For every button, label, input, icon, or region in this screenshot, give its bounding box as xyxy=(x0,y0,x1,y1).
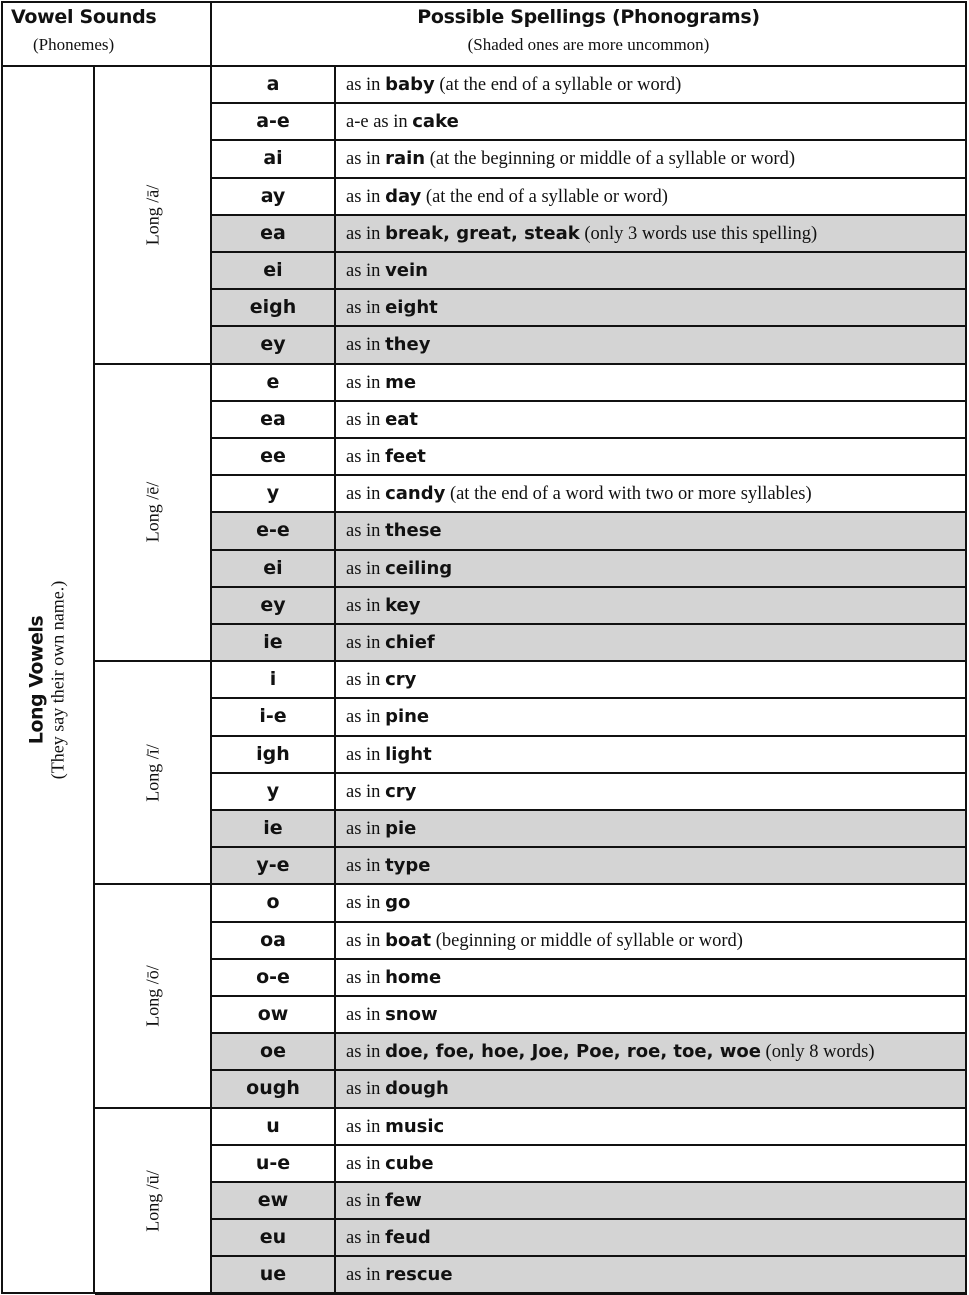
example-cell xyxy=(336,1071,967,1108)
example-word: go xyxy=(385,892,411,914)
example-word: me xyxy=(385,371,417,393)
phonogram-cell: ei xyxy=(212,253,336,290)
phonogram-cell: ow xyxy=(212,997,336,1034)
example-prefix: as in xyxy=(346,744,386,765)
vowel-group-label: Long /ō/ xyxy=(142,965,162,1027)
example-word: key xyxy=(385,594,421,616)
section-subtitle: (They say their own name.) xyxy=(47,580,68,779)
phonemes-subtitle: (Phonemes) xyxy=(33,35,115,54)
example-word: rain xyxy=(385,148,426,170)
phonogram-cell: u-e xyxy=(212,1146,336,1183)
example-prefix: as in xyxy=(346,1228,386,1249)
example-word: these xyxy=(385,520,442,542)
phonogram-cell: ie xyxy=(212,625,336,662)
example-cell xyxy=(336,439,967,476)
vowel-group-cell xyxy=(95,365,212,663)
example-cell xyxy=(336,476,967,513)
example-cell xyxy=(336,67,967,104)
phonogram-cell: oe xyxy=(212,1034,336,1071)
phonogram-cell: ew xyxy=(212,1183,336,1220)
phonogram-cell: ey xyxy=(212,588,336,625)
phonogram-cell: e xyxy=(212,365,336,402)
example-prefix: as in xyxy=(346,1079,386,1100)
example-word: cry xyxy=(385,780,417,802)
example-word: eat xyxy=(385,408,419,430)
example-cell xyxy=(336,737,967,774)
example-cell xyxy=(336,141,967,178)
example-note: (at the beginning or middle of a syllable or word) xyxy=(425,149,795,170)
phonogram-cell: u xyxy=(212,1109,336,1146)
example-prefix: as in xyxy=(346,1042,386,1063)
vowel-group-label: Long /ī/ xyxy=(142,744,162,802)
example-prefix: as in xyxy=(346,484,386,505)
phonogram-cell: ey xyxy=(212,327,336,364)
phonogram-cell: eu xyxy=(212,1220,336,1257)
phonogram-cell: y-e xyxy=(212,848,336,885)
example-prefix: as in xyxy=(346,409,386,430)
example-word: boat xyxy=(385,929,432,951)
phonogram-cell: ea xyxy=(212,216,336,253)
example-word: home xyxy=(385,966,442,988)
phonogram-cell: igh xyxy=(212,737,336,774)
phonogram-cell: ough xyxy=(212,1071,336,1108)
vowel-group-cell xyxy=(95,67,212,365)
phonogram-cell: ue xyxy=(212,1257,336,1294)
example-note: (only 8 words) xyxy=(760,1042,875,1063)
example-prefix: as in xyxy=(346,893,386,914)
example-cell xyxy=(336,216,967,253)
example-prefix: as in xyxy=(346,670,386,691)
phonogram-cell: a-e xyxy=(212,104,336,141)
example-prefix: as in xyxy=(346,149,386,170)
example-cell xyxy=(336,625,967,662)
phonogram-cell: ai xyxy=(212,141,336,178)
example-word: they xyxy=(385,334,431,356)
shaded-note-subtitle: (Shaded ones are more uncommon) xyxy=(467,35,710,54)
example-cell xyxy=(336,290,967,327)
example-prefix: as in xyxy=(346,930,386,951)
phonogram-cell: ea xyxy=(212,402,336,439)
example-cell xyxy=(336,588,967,625)
example-cell xyxy=(336,997,967,1034)
example-word: pie xyxy=(385,818,417,839)
example-word: few xyxy=(385,1190,422,1211)
example-prefix: as in xyxy=(346,856,386,877)
example-word: type xyxy=(385,855,431,877)
vowel-group-label: Long /ā/ xyxy=(142,184,162,246)
spellings-title: Possible Spellings (Phonograms) xyxy=(417,6,760,28)
phonogram-cell: a xyxy=(212,67,336,104)
vowel-group-cell xyxy=(95,885,212,1108)
example-prefix: as in xyxy=(346,298,386,319)
example-word: feud xyxy=(385,1227,431,1249)
phonogram-cell: ee xyxy=(212,439,336,476)
example-word: snow xyxy=(385,1004,438,1025)
vowel-group-cell xyxy=(95,662,212,885)
example-cell xyxy=(336,551,967,588)
example-prefix: as in xyxy=(346,372,386,393)
example-prefix: as in xyxy=(346,819,386,839)
phonogram-cell: ei xyxy=(212,551,336,588)
example-word: rescue xyxy=(385,1264,453,1286)
vowel-group-label: Long /ū/ xyxy=(142,1169,162,1232)
phonogram-cell: o xyxy=(212,885,336,922)
example-word: pine xyxy=(385,706,430,728)
example-cell xyxy=(336,253,967,290)
example-cell xyxy=(336,1257,967,1294)
long-vowels-section xyxy=(1,67,95,1294)
phonogram-table xyxy=(1,1,967,1294)
example-prefix: as in xyxy=(346,595,386,616)
example-cell xyxy=(336,774,967,811)
example-word: music xyxy=(385,1115,445,1137)
example-cell xyxy=(336,960,967,997)
example-word: light xyxy=(385,743,432,765)
spellings-header xyxy=(212,1,967,67)
example-word: cube xyxy=(385,1152,434,1174)
example-prefix: as in xyxy=(346,558,386,579)
example-prefix: a-e as in xyxy=(346,112,413,133)
example-prefix: as in xyxy=(346,967,386,988)
example-cell xyxy=(336,662,967,699)
phonogram-cell: y xyxy=(212,774,336,811)
example-cell xyxy=(336,885,967,922)
example-cell xyxy=(336,1183,967,1220)
long-vowels-label xyxy=(26,580,69,778)
example-word: day xyxy=(385,185,422,207)
example-prefix: as in xyxy=(346,261,386,281)
phonogram-cell: y xyxy=(212,476,336,513)
phonogram-cell: i-e xyxy=(212,699,336,736)
example-cell xyxy=(336,104,967,141)
example-cell xyxy=(336,327,967,364)
vowel-group-cell xyxy=(95,1109,212,1295)
phonogram-cell: oa xyxy=(212,923,336,960)
example-word: chief xyxy=(385,632,435,653)
section-title: Long Vowels xyxy=(25,615,48,744)
example-prefix: as in xyxy=(346,335,386,356)
example-cell xyxy=(336,365,967,402)
example-word: eight xyxy=(385,297,438,319)
phonogram-cell: ay xyxy=(212,179,336,216)
phonogram-cell: eigh xyxy=(212,290,336,327)
example-word: ceiling xyxy=(385,557,453,579)
phonogram-cell: o-e xyxy=(212,960,336,997)
example-word: break, great, steak xyxy=(385,222,580,244)
example-note: (at the end of a syllable or word) xyxy=(421,186,668,207)
example-prefix: as in xyxy=(346,223,386,244)
example-cell xyxy=(336,179,967,216)
example-cell xyxy=(336,1109,967,1146)
example-note: (beginning or middle of syllable or word) xyxy=(431,930,743,951)
vowel-sounds-header xyxy=(1,1,212,67)
example-cell xyxy=(336,811,967,848)
example-prefix: as in xyxy=(346,75,386,95)
example-prefix: as in xyxy=(346,186,386,207)
example-word: dough xyxy=(385,1078,449,1100)
example-prefix: as in xyxy=(346,1116,386,1137)
example-word: vein xyxy=(385,260,428,281)
example-prefix: as in xyxy=(346,1191,386,1211)
example-cell xyxy=(336,848,967,885)
example-note: (at the end of a syllable or word) xyxy=(434,75,682,95)
example-cell xyxy=(336,1220,967,1257)
example-prefix: as in xyxy=(346,447,386,467)
phonogram-cell: ie xyxy=(212,811,336,848)
example-word: candy xyxy=(385,483,446,505)
example-cell xyxy=(336,1034,967,1071)
example-cell xyxy=(336,1146,967,1183)
vowel-sounds-title: Vowel Sounds xyxy=(11,6,157,28)
example-prefix: as in xyxy=(346,1265,386,1286)
example-prefix: as in xyxy=(346,1005,386,1025)
example-prefix: as in xyxy=(346,781,386,802)
vowel-group-label: Long /ē/ xyxy=(142,482,162,543)
example-word: baby xyxy=(385,74,435,95)
example-prefix: as in xyxy=(346,521,386,542)
example-prefix: as in xyxy=(346,633,386,653)
example-cell xyxy=(336,513,967,550)
example-prefix: as in xyxy=(346,1153,386,1174)
example-word: cake xyxy=(412,111,459,133)
example-word: feet xyxy=(385,446,426,467)
example-prefix: as in xyxy=(346,707,386,728)
example-cell xyxy=(336,923,967,960)
example-word: cry xyxy=(385,669,417,691)
example-note: (at the end of a word with two or more syllables) xyxy=(445,484,812,505)
example-cell xyxy=(336,402,967,439)
example-word: doe, foe, hoe, Joe, Poe, roe, toe, woe xyxy=(385,1041,761,1063)
phonogram-cell: i xyxy=(212,662,336,699)
example-cell xyxy=(336,699,967,736)
example-note: (only 3 words use this spelling) xyxy=(579,223,818,244)
phonogram-cell: e-e xyxy=(212,513,336,550)
